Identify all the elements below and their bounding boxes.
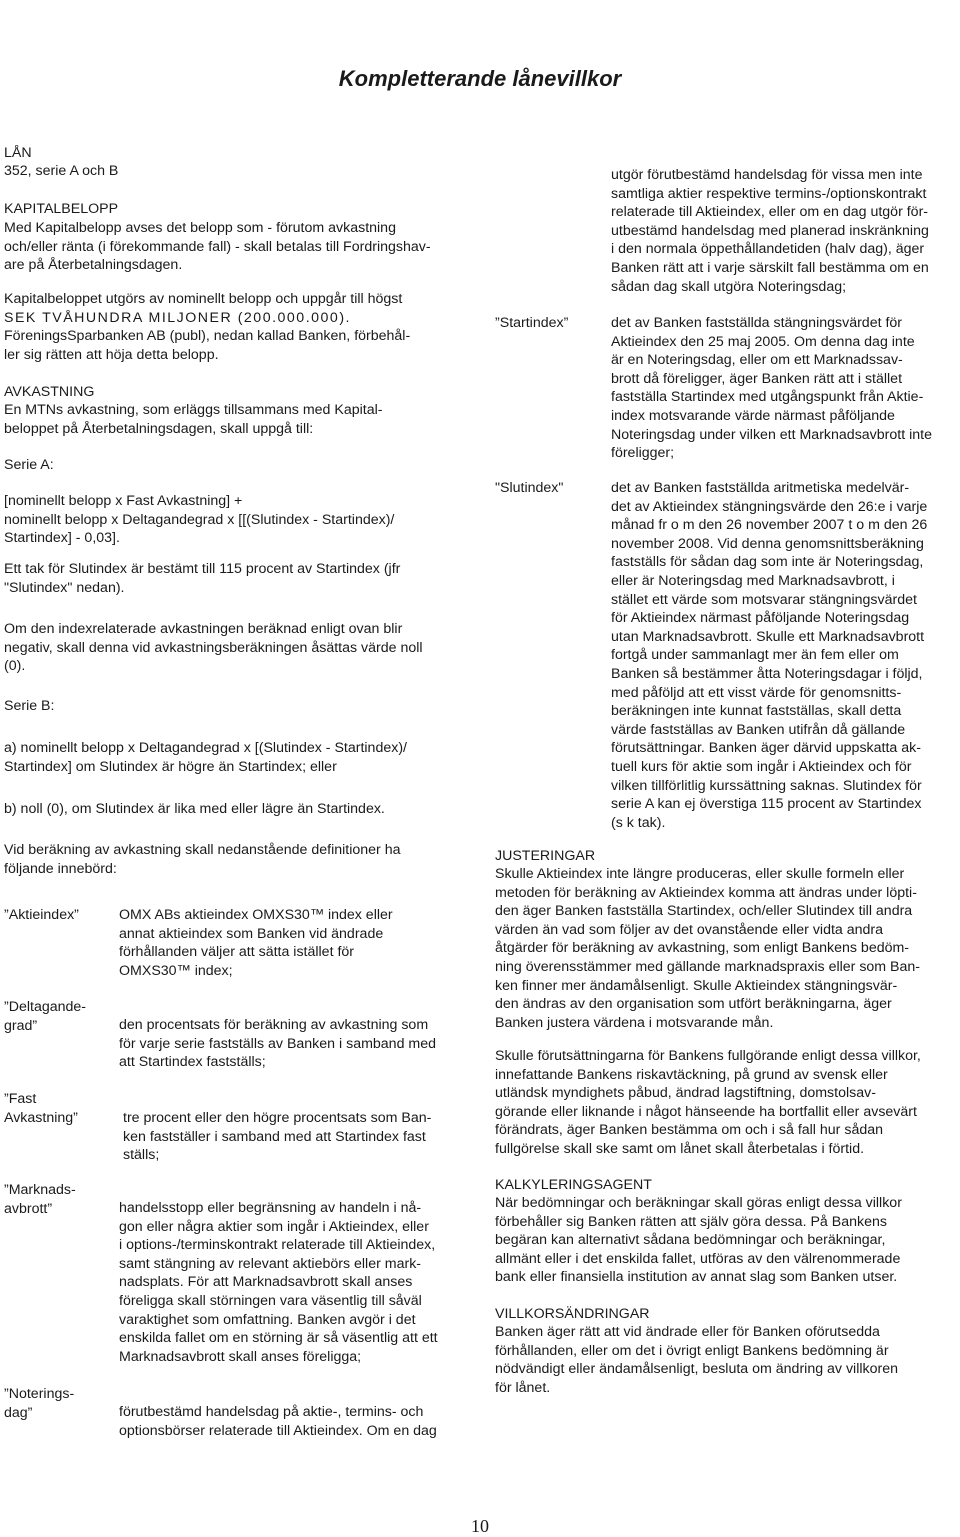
definitions-intro: Vid beräkning av avkastning skall nedanstående definitioner ha följande innebörd:	[4, 842, 401, 877]
villkorsandringar-paragraph: Banken äger rätt att vid ändrade eller för Banken oförutsedda förhållanden, eller om det i övrigt enligt Bankens bedömning är nödvändigt eller ändamålsenligt, besluta om ändring av villkoren för lånet.	[495, 1324, 899, 1396]
definition-term-deltagandegrad: ”Deltagande- grad”	[4, 999, 87, 1034]
definition-body-slutindex: det av Banken fastställda aritmetiska medelvär- det av Aktieindex stängningsvärde den 26:e i varje månad fr o m den 26 november 2007 t o m den 26 november 2008. Vid denna genomsnittsberäkning fastställs för sådan dag som inte är Noteringsdag, eller är Noteringsdag med Marknadsavbrott, i stället ett värde som motsvarar stängningsvärdet för Aktieindex närmast påföljande Noteringsdag utan Marknadsavbrott. Skulle ett Marknadsavbrott fortgå under sammanlagt mer än fem eller om Banken så bestämmer åtta Noteringsdagar i följd, med påföljd att ett visst värde för genomsnitts- beräkningen inte kunnat fastställas, skall detta värde fastställas av Banken utifrån då gällande förutsättningar. Banken äger därvid uppskatta ak- tuell kurs för aktie som ingår i Aktieindex och för vilken tillförlitlig kurssättning saknas. Slutindex för serie A kan ej överstiga 115 procent av Startindex (s k tak).	[611, 480, 928, 831]
page-title: Kompletterande lånevillkor	[338, 66, 622, 91]
definition-term-aktieindex: ”Aktieindex”	[4, 907, 79, 923]
serie-b-formula-a: a) nominellt belopp x Deltagandegrad x [(Slutindex - Startindex)/ Startindex] om Slutindex är högre än Startindex; eller	[4, 740, 407, 775]
definition-term-fast-avkastning: ”Fast Avkastning”	[4, 1091, 78, 1126]
definition-term-slutindex: "Slutindex"	[495, 480, 564, 496]
definition-body-noteringsdag: förutbestämd handelsdag på aktie-, termins- och optionsbörser relaterade till Aktieindex. Om en dag	[119, 1404, 437, 1439]
negativ-paragraph: Om den indexrelaterade avkastningen beräknad enligt ovan blir negativ, skall denna vid avkastningsberäkningen åsättas värde noll (0).	[4, 621, 423, 675]
serie-a-formula: [nominellt belopp x Fast Avkastning] + nominellt belopp x Deltagandegrad x [[(Slutindex - Startindex)/ Startindex] - 0,03].	[4, 493, 395, 547]
definition-body-fast-avkastning: tre procent eller den högre procentsats som Ban- ken fastställer i samband med att Startindex fast ställs;	[123, 1110, 432, 1164]
kalkyleringsagent-heading: KALKYLERINGSAGENT	[495, 1177, 652, 1193]
serie-b-label: Serie B:	[4, 698, 55, 714]
avkastning-paragraph: En MTNs avkastning, som erläggs tillsammans med Kapital- beloppet på Återbetalningsdagen, skall uppgå till:	[4, 402, 383, 437]
lan-series: 352, serie A och B	[4, 163, 119, 179]
definition-term-noteringsdag: ”Noterings- dag”	[4, 1386, 75, 1421]
definition-body-aktieindex: OMX ABs aktieindex OMXS30™ index eller annat aktieindex som Banken vid ändrade förhållanden väljer att sätta istället för OMXS30™ index;	[119, 907, 393, 979]
villkorsandringar-heading: VILLKORSÄNDRINGAR	[495, 1306, 650, 1322]
kapitalbelopp-paragraph-1: Med Kapitalbelopp avses det belopp som - förutom avkastning och/eller ränta (i förekommande fall) - skall betalas till Fordringshav- are på Återbetalningsdagen.	[4, 220, 431, 274]
avkastning-heading: AVKASTNING	[4, 384, 95, 400]
justeringar-paragraph-2: Skulle förutsättningarna för Bankens fullgörande enligt dessa villkor, innefattande Bankens riskavtäckning, på grund av svensk eller utländsk myndighets påbud, ändrad lagstiftning, domstolsav- görande eller liknande i något hänseende ha bortfallit eller avsevärt förändrats, äger Banken bestämma om och i så fall hur sådan fullgörelse skall ske samt om lånet skall återbetalas i förtid.	[495, 1048, 921, 1157]
justeringar-paragraph-1: Skulle Aktieindex inte längre produceras, eller skulle formeln eller metoden för beräkning av Aktieindex komma att ändras under löpti- den äger Banken fastställa Startindex, och/eller Slutindex till andra värden än vad som följer av det ovanstående eller vidta andra åtgärder för beräkning av avkastning, som enligt Bankens bedöm- ning överensstämmer med gällande marknadspraxis eller som Ban- ken finner mer ändamålsenligt. Skulle Aktieindex stängningsvär- den ändras av den organisation som utfört beräkningarna, äger Banken justera värdena i motsvarande mån.	[495, 866, 921, 1031]
kalkyleringsagent-paragraph: När bedömningar och beräkningar skall göras enligt dessa villkor förbehåller sig Banken rätten att själv göra dessa. På Bankens begäran kan alternativt sådana bedömningar och beräkningar, allmänt eller i det enskilda fallet, utföras av den välrenommerade bank eller finansiella institution av annat slag som Banken utser.	[495, 1195, 902, 1286]
definition-body-marknadsavbrott: handelsstopp eller begränsning av handeln i nå- gon eller några aktier som ingår i Aktieindex, eller i options-/terminskontrakt relaterade till Aktieindex, samt stängning av relevant aktiebörs eller mark- nadsplats. För att Marknadsavbrott skall anses föreligga skall störningen vara väsentlig till såväl varaktighet som omfattning. Banken avgör i det enskilda fallet om en störning är så väsentlig att ett Marknadsavbrott skall anses föreligga;	[119, 1200, 438, 1365]
noteringsdag-continuation: utgör förutbestämd handelsdag för vissa men inte samtliga aktier respektive termins-/optionskontrakt relaterade till Aktieindex, eller om en dag utgör för- utbestämd handelsdag med planerad inskränkning i den normala öppethållandetiden (halv dag), äger Banken rätt att i varje särskilt fall bestämma om en sådan dag skall utgöra Noteringsdag;	[611, 167, 929, 295]
kapitalbelopp-paragraph-2: Kapitalbeloppet utgörs av nominellt belopp och uppgår till högst SEK TVÅHUNDRA MILJONER (200.000.000). FöreningsSparbanken AB (publ), nedan kallad Banken, förbehål- ler sig rätten att höja detta belopp.	[4, 291, 411, 363]
serie-b-formula-b: b) noll (0), om Slutindex är lika med eller lägre än Startindex.	[4, 801, 385, 817]
definition-body-startindex: det av Banken fastställda stängningsvärdet för Aktieindex den 25 maj 2005. Om denna dag inte är en Noteringsdag, eller om ett Marknadssav- brott då föreligger, äger Banken rätt att i stället fastställa Startindex med utgångspunkt från Aktie- index motsvarande värde närmast påföljande Noteringsdag under vilken ett Marknadsavbrott inte föreligger;	[611, 315, 932, 462]
justeringar-heading: JUSTERINGAR	[495, 848, 596, 864]
definition-term-startindex: ”Startindex”	[495, 315, 569, 331]
page-number: 10	[471, 1516, 489, 1536]
tak-paragraph: Ett tak för Slutindex är bestämt till 115 procent av Startindex (jfr "Slutindex" nedan).	[4, 561, 401, 596]
serie-a-label: Serie A:	[4, 457, 54, 473]
definition-term-marknadsavbrott: ”Marknads- avbrott”	[4, 1182, 76, 1217]
kapitalbelopp-heading: KAPITALBELOPP	[4, 201, 119, 217]
definition-body-deltagandegrad: den procentsats för beräkning av avkastning som för varje serie fastställs av Banken i samband med att Startindex fastställs;	[119, 1017, 437, 1071]
lan-heading: LÅN	[4, 145, 32, 161]
